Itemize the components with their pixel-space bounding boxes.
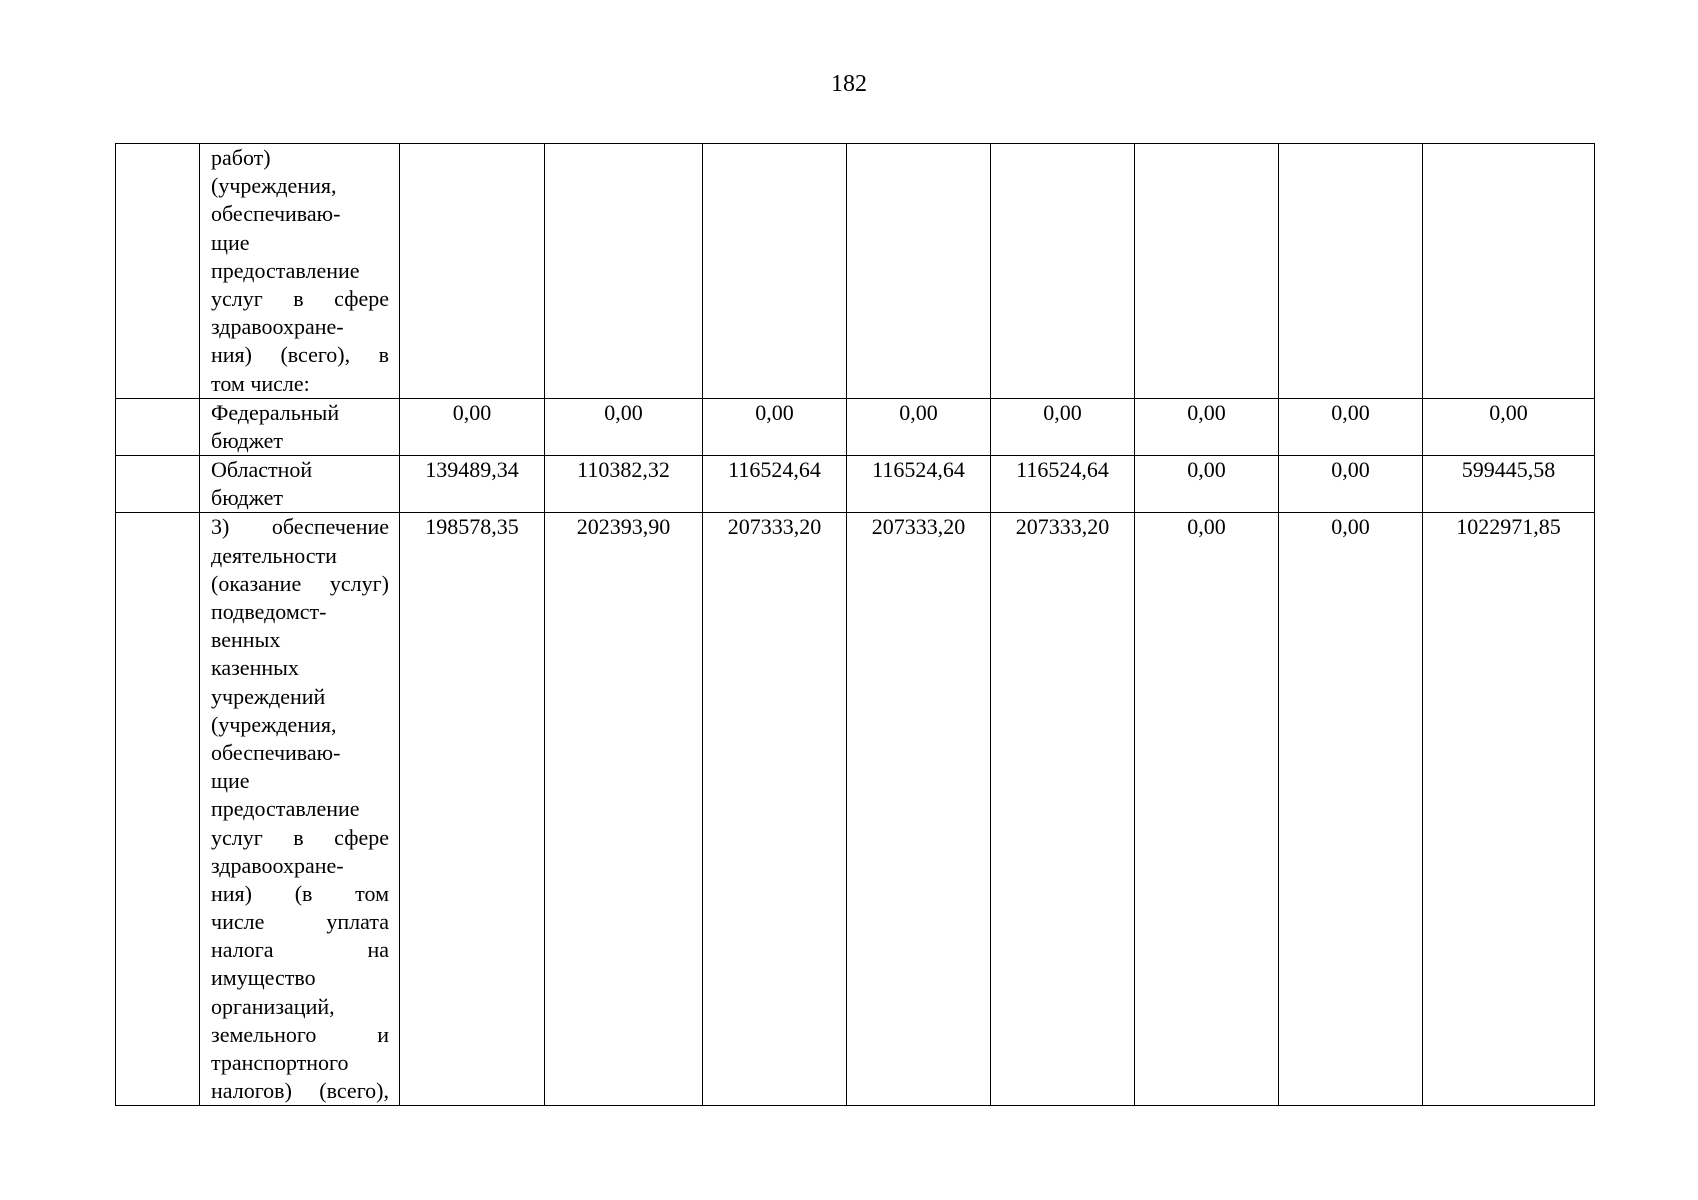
value-cell [703, 144, 847, 399]
description-line: имущество [211, 965, 316, 991]
value-cell [847, 144, 991, 399]
description-line: организаций, [211, 993, 335, 1019]
budget-table [115, 143, 1595, 1106]
row-number-cell [116, 144, 200, 399]
value-cell: 139489,34 [400, 456, 545, 513]
value-cell [991, 144, 1135, 399]
value-cell: 116524,64 [703, 456, 847, 513]
value-cell: 198578,35 [400, 513, 545, 1106]
description-line: подведомст- [211, 599, 327, 624]
description-line: транспортного [211, 1050, 349, 1075]
value-cell [545, 144, 703, 399]
table-row [116, 144, 1595, 399]
value-cell: 0,00 [1279, 513, 1423, 1106]
description-line: ния) (в том [211, 880, 389, 906]
value-cell: 0,00 [400, 398, 545, 455]
row-description-cell [200, 456, 400, 513]
row-number-cell [116, 456, 200, 513]
description-line: Областной [211, 457, 313, 483]
description-line: 3) обеспечение [211, 514, 389, 540]
description-line: налога на [211, 937, 389, 963]
value-cell [400, 144, 545, 399]
value-cell: 116524,64 [991, 456, 1135, 513]
description-line: (оказание услуг) [211, 570, 389, 596]
value-cell [1423, 144, 1595, 399]
value-cell [1135, 144, 1279, 399]
description-line: учреждений [211, 683, 326, 709]
description-line: предоставление [211, 796, 360, 822]
description-line: числе уплата [211, 909, 389, 935]
description-line: обеспечиваю- [211, 201, 341, 227]
row-description-cell [200, 513, 400, 1106]
value-cell: 599445,58 [1423, 456, 1595, 513]
value-cell: 0,00 [1279, 398, 1423, 455]
table-row [116, 456, 1595, 513]
value-cell: 0,00 [1135, 513, 1279, 1106]
description-line: услуг в сфере [211, 824, 389, 850]
description-line: венных [211, 627, 281, 653]
description-line: щие [211, 768, 250, 794]
value-cell: 0,00 [1135, 456, 1279, 513]
value-cell: 207333,20 [847, 513, 991, 1106]
description-line: бюджет [211, 485, 283, 511]
value-cell: 0,00 [1423, 398, 1595, 455]
description-line: щие [211, 229, 250, 255]
description-line: деятельности [211, 542, 337, 568]
description-line: ния) (всего), в [211, 342, 389, 368]
description-line: услуг в сфере [211, 285, 389, 311]
value-cell: 110382,32 [545, 456, 703, 513]
description-line: предоставление [211, 257, 360, 283]
value-cell: 0,00 [847, 398, 991, 455]
description-line: налогов) (всего), [211, 1078, 389, 1104]
row-number-cell [116, 398, 200, 455]
description-line: том числе: [211, 370, 310, 396]
value-cell [1279, 144, 1423, 399]
row-description-cell [200, 144, 400, 399]
description-line: здравоохране- [211, 852, 344, 878]
description-line: обеспечиваю- [211, 739, 341, 765]
value-cell: 0,00 [1135, 398, 1279, 455]
description-line: бюджет [211, 427, 283, 453]
page-number: 182 [831, 71, 867, 97]
value-cell: 116524,64 [847, 456, 991, 513]
value-cell: 0,00 [1279, 456, 1423, 513]
description-line: (учреждения, [211, 173, 337, 199]
description-line: казенных [211, 655, 299, 681]
description-line: земельного и [211, 1021, 389, 1047]
value-cell: 202393,90 [545, 513, 703, 1106]
description-line: работ) [211, 145, 271, 170]
value-cell: 0,00 [545, 398, 703, 455]
value-cell: 207333,20 [991, 513, 1135, 1106]
description-line: (учреждения, [211, 711, 337, 737]
table-row [116, 513, 1595, 1106]
row-description-cell [200, 398, 400, 455]
table-row [116, 398, 1595, 455]
table-body [116, 144, 1595, 1106]
description-line: здравоохране- [211, 314, 344, 340]
value-cell: 0,00 [991, 398, 1135, 455]
value-cell: 207333,20 [703, 513, 847, 1106]
description-line: Федеральный [211, 399, 340, 425]
row-number-cell [116, 513, 200, 1106]
value-cell: 0,00 [703, 398, 847, 455]
value-cell: 1022971,85 [1423, 513, 1595, 1106]
